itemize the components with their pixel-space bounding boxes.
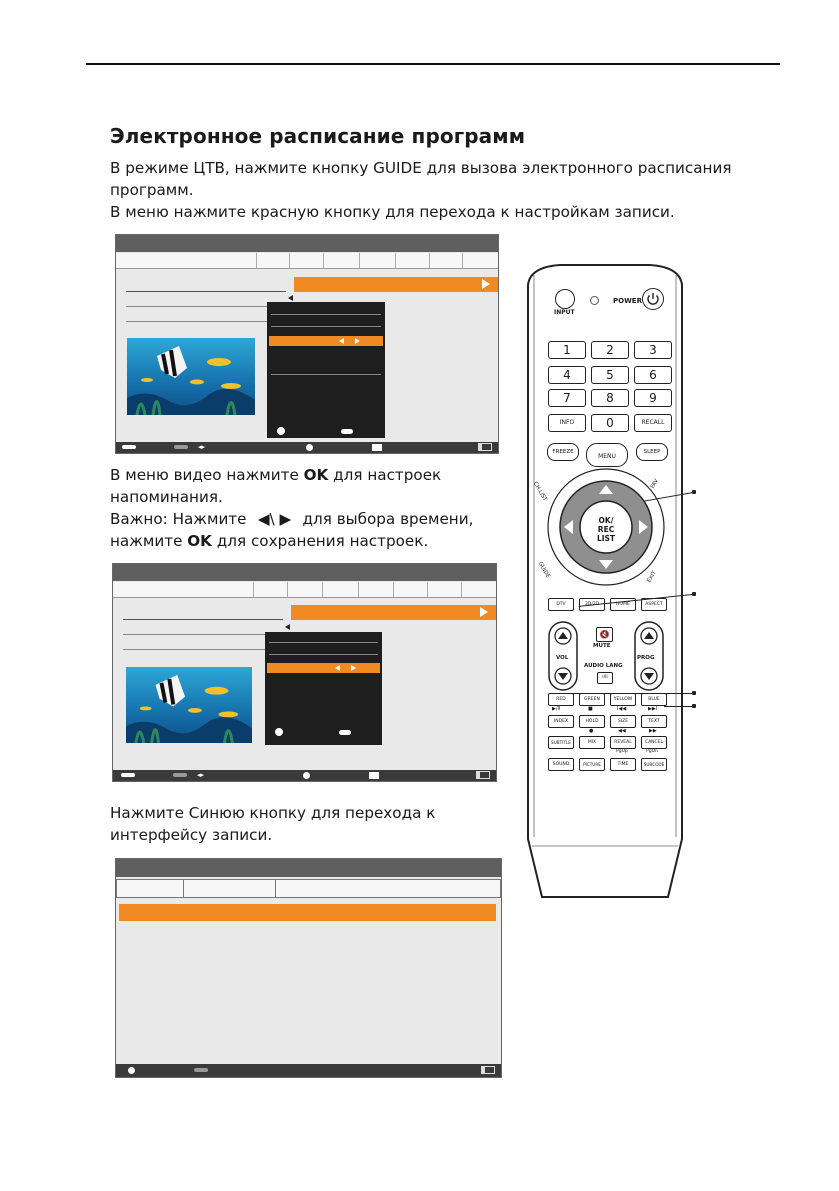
next-icon: ▶▶I <box>648 706 658 712</box>
index-button[interactable]: INDEX <box>548 715 574 728</box>
sleep-button[interactable]: SLEEP <box>636 443 668 461</box>
digit-5-button[interactable]: 5 <box>591 366 629 384</box>
sound-button[interactable]: SOUND <box>548 758 574 771</box>
record-list-screen <box>115 858 502 1078</box>
fast-forward-icon: ▶▶ <box>649 728 657 734</box>
fav-button[interactable]: FAV <box>649 478 660 490</box>
time-button[interactable]: TIME <box>610 758 636 771</box>
size-button[interactable]: SIZE <box>610 715 636 728</box>
picture-button[interactable]: PICTURE <box>579 758 605 771</box>
dtv-button[interactable]: DTV <box>548 598 574 611</box>
exit-button[interactable]: EXIT <box>646 570 658 584</box>
subtitle-button[interactable]: SUBTITLE <box>548 736 574 749</box>
digit-7-button[interactable]: 7 <box>548 389 586 407</box>
yellow-button[interactable]: YELLOW <box>610 693 636 706</box>
step2-paragraph: В меню видео нажмите OK для настроек напоминания. Важно: Нажмите ◀\ ▶ для выбора времени, нажмите OK для сохранения настроек. <box>110 466 474 550</box>
intro-line-2: программ. <box>110 181 194 199</box>
digit-6-button[interactable]: 6 <box>634 366 672 384</box>
epg-screen-1 <box>115 234 499 454</box>
epg-footer: ◂▸ <box>113 770 496 781</box>
digit-3-button[interactable]: 3 <box>634 341 672 359</box>
left-arrow-icon <box>288 295 293 301</box>
play-pause-icon: ▶/II <box>552 706 561 712</box>
led-indicator <box>590 296 599 305</box>
rewind-icon: ◀◀ <box>618 728 626 734</box>
intro-line-3: В меню нажмите красную кнопку для перехода к настройкам записи. <box>110 203 675 221</box>
input-button[interactable] <box>555 289 575 309</box>
record-footer <box>116 1064 501 1077</box>
info-button[interactable]: INFO <box>548 414 586 432</box>
menu-button[interactable]: MENU <box>586 443 628 467</box>
cancel-button[interactable]: CANCEL <box>641 736 667 749</box>
mute-icon[interactable]: 🔇 <box>596 627 613 642</box>
guide-button[interactable]: GUIDE <box>536 561 551 580</box>
reveal-button[interactable]: REVEAL <box>610 736 636 749</box>
ok-rec-list-button[interactable]: OK/ REC LIST <box>596 516 616 543</box>
audio-lang-button[interactable]: I/II <box>597 672 613 684</box>
digit-1-button[interactable]: 1 <box>548 341 586 359</box>
callout-line-red <box>560 693 692 694</box>
epg-footer: ◂▸ <box>116 442 498 453</box>
left-right-arrows-icon: ◀\ ▶ <box>257 510 292 528</box>
reminder-popup <box>265 632 382 745</box>
reminder-selected-row[interactable] <box>269 336 383 346</box>
power-icon <box>643 289 663 309</box>
green-button[interactable]: GREEN <box>579 693 605 706</box>
callout-line-blue <box>664 706 692 707</box>
record-list-header <box>116 879 501 898</box>
reminder-selected-row[interactable] <box>267 663 380 673</box>
ok-emphasis: OK <box>303 466 329 484</box>
prev-icon: I◀◀ <box>617 706 627 712</box>
left-arrow-icon <box>285 624 290 630</box>
intro-paragraph <box>110 157 750 223</box>
record-icon: ● <box>589 728 594 734</box>
red-button[interactable]: RED <box>548 693 574 706</box>
epg-screen-2 <box>112 563 497 782</box>
record-highlight-row[interactable] <box>119 904 496 921</box>
epg-title-bar <box>116 235 498 252</box>
remote-buttons: INPUT POWER 1 2 3 4 5 6 7 8 9 INFO 0 RECALL FREEZE MENU SLEEP OK/ REC LIST CH.LIST FAV GUIDE EXIT DTV HOME ASPECT VOL 🔇 MUTE PROG AUDIO LANG I/II RED GREEN YELLOW BLUE ▶/II ■ I◀◀ ▶▶I INDEX HOLD SIZE TEXT ● ◀◀ ▶▶ SUBTITLE MIX REVEAL CANCEL PgUp PgDn SOUND PICTURE TIME SUBCODE <box>520 261 690 901</box>
freeze-button[interactable]: FREEZE <box>547 443 579 461</box>
chlist-button[interactable]: CH.LIST <box>531 481 548 503</box>
intro-line-1: В режиме ЦТВ, нажмите кнопку GUIDE для вызова электронного расписания <box>110 159 732 177</box>
epg-date-tabs <box>116 253 498 269</box>
stop-icon: ■ <box>588 706 593 712</box>
digit-9-button[interactable]: 9 <box>634 389 672 407</box>
mute-label: MUTE <box>593 643 611 649</box>
blue-button[interactable]: BLUE <box>641 693 667 706</box>
video-preview-thumbnail <box>127 338 255 415</box>
hold-button[interactable]: HOLD <box>579 715 605 728</box>
video-preview-thumbnail <box>126 667 252 743</box>
mix-button[interactable]: MIX <box>579 736 605 749</box>
subcode-button[interactable]: SUBCODE <box>641 758 667 771</box>
digit-2-button[interactable]: 2 <box>591 341 629 359</box>
step3-paragraph: Нажмите Синюю кнопку для перехода к интерфейсу записи. <box>110 804 436 844</box>
epg-highlight-row <box>294 277 498 292</box>
top-rule <box>86 63 780 65</box>
digit-8-button[interactable]: 8 <box>591 389 629 407</box>
aspect-button[interactable]: ASPECT <box>641 598 667 611</box>
power-button[interactable] <box>642 288 664 310</box>
digit-0-button[interactable]: 0 <box>591 414 629 432</box>
text-button[interactable]: TEXT <box>641 715 667 728</box>
digit-4-button[interactable]: 4 <box>548 366 586 384</box>
recall-button[interactable]: RECALL <box>634 414 672 432</box>
section-title: Электронное расписание программ <box>110 124 526 148</box>
epg-highlight-row <box>291 605 496 620</box>
reminder-popup <box>267 302 385 438</box>
home-button[interactable]: HOME <box>610 598 636 611</box>
